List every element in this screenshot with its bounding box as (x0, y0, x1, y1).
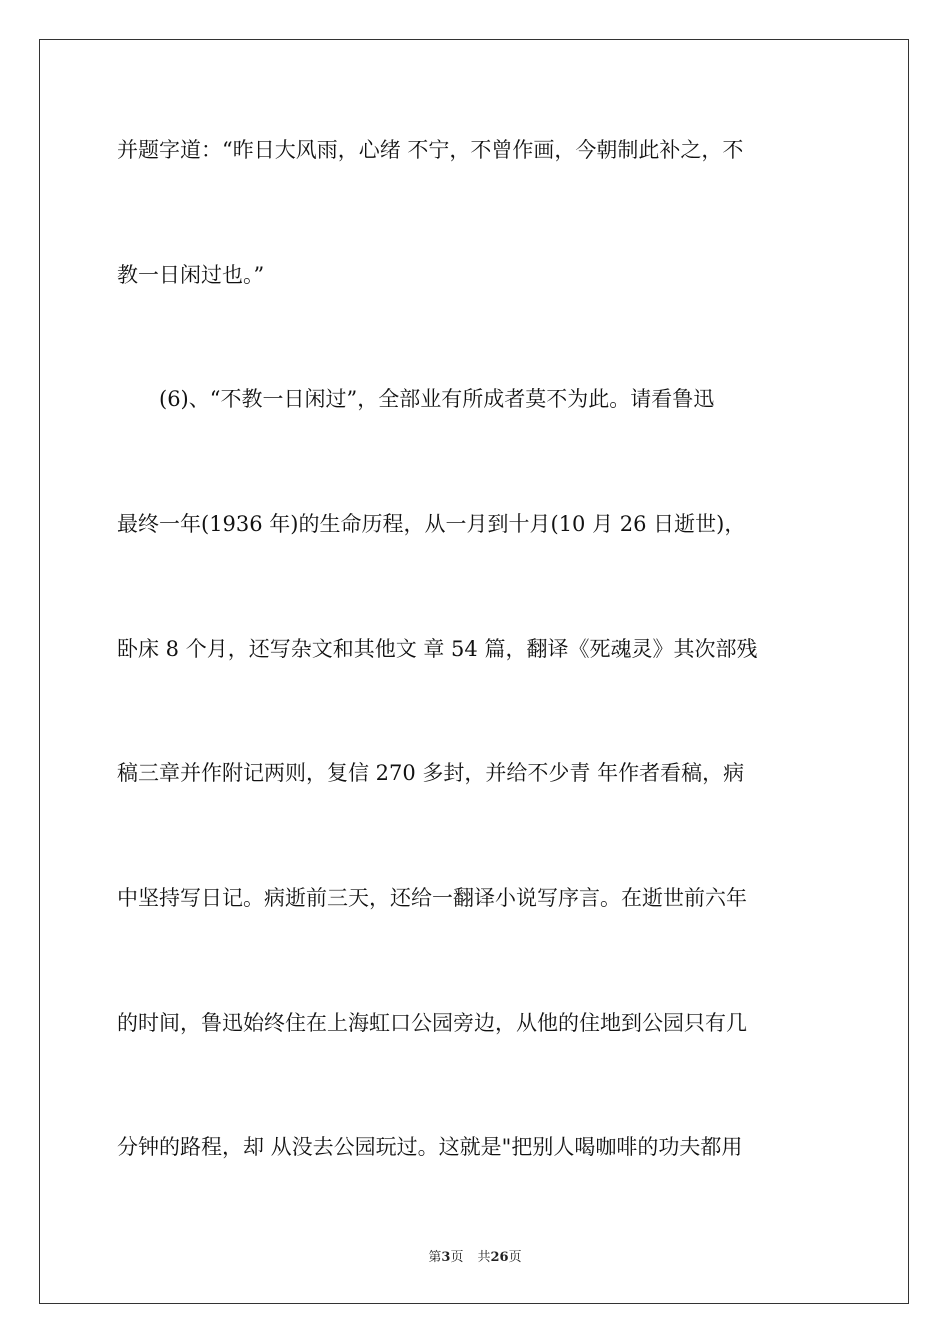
body-text-line-7: 中坚持写日记。病逝前三天，还给一翻译小说写序言。在逝世前六年 (117, 886, 747, 910)
page-footer (0, 1246, 950, 1265)
page-border (39, 39, 909, 1304)
body-text-line-3: (6)、“不教一日闲过”，全部业有所成者莫不为此。请看鲁迅 (117, 387, 715, 411)
body-text-line-2: 教一日闲过也。” (117, 263, 265, 287)
body-text-line-6: 稿三章并作附记两则，复信 270 多封，并给不少青 年作者看稿，病 (117, 761, 745, 785)
footer-total-prefix: 共 (477, 1250, 491, 1265)
footer-page-total: 26 (490, 1250, 509, 1265)
footer-page-current: 3 (441, 1250, 451, 1265)
body-text-line-5: 卧床 8 个月，还写杂文和其他文 章 54 篇，翻译《死魂灵》其次部残 (117, 637, 758, 661)
body-text-line-8: 的时间，鲁迅始终住在上海虹口公园旁边，从他的住地到公园只有几 (117, 1011, 747, 1035)
body-text-line-1: 并题字道：“昨日大风雨，心绪 不宁，不曾作画，今朝制此补之，不 (117, 138, 744, 162)
body-text-line-4: 最终一年(1936 年)的生命历程，从一月到十月(10 月 26 日逝世)， (117, 512, 746, 536)
body-text-line-9: 分钟的路程，却 从没去公园玩过。这就是"把别人喝咖啡的功夫都用 (117, 1135, 743, 1159)
footer-total-suffix: 页 (508, 1250, 522, 1265)
footer-page-prefix: 第 (428, 1250, 442, 1265)
footer-page-suffix: 页 (450, 1250, 464, 1265)
